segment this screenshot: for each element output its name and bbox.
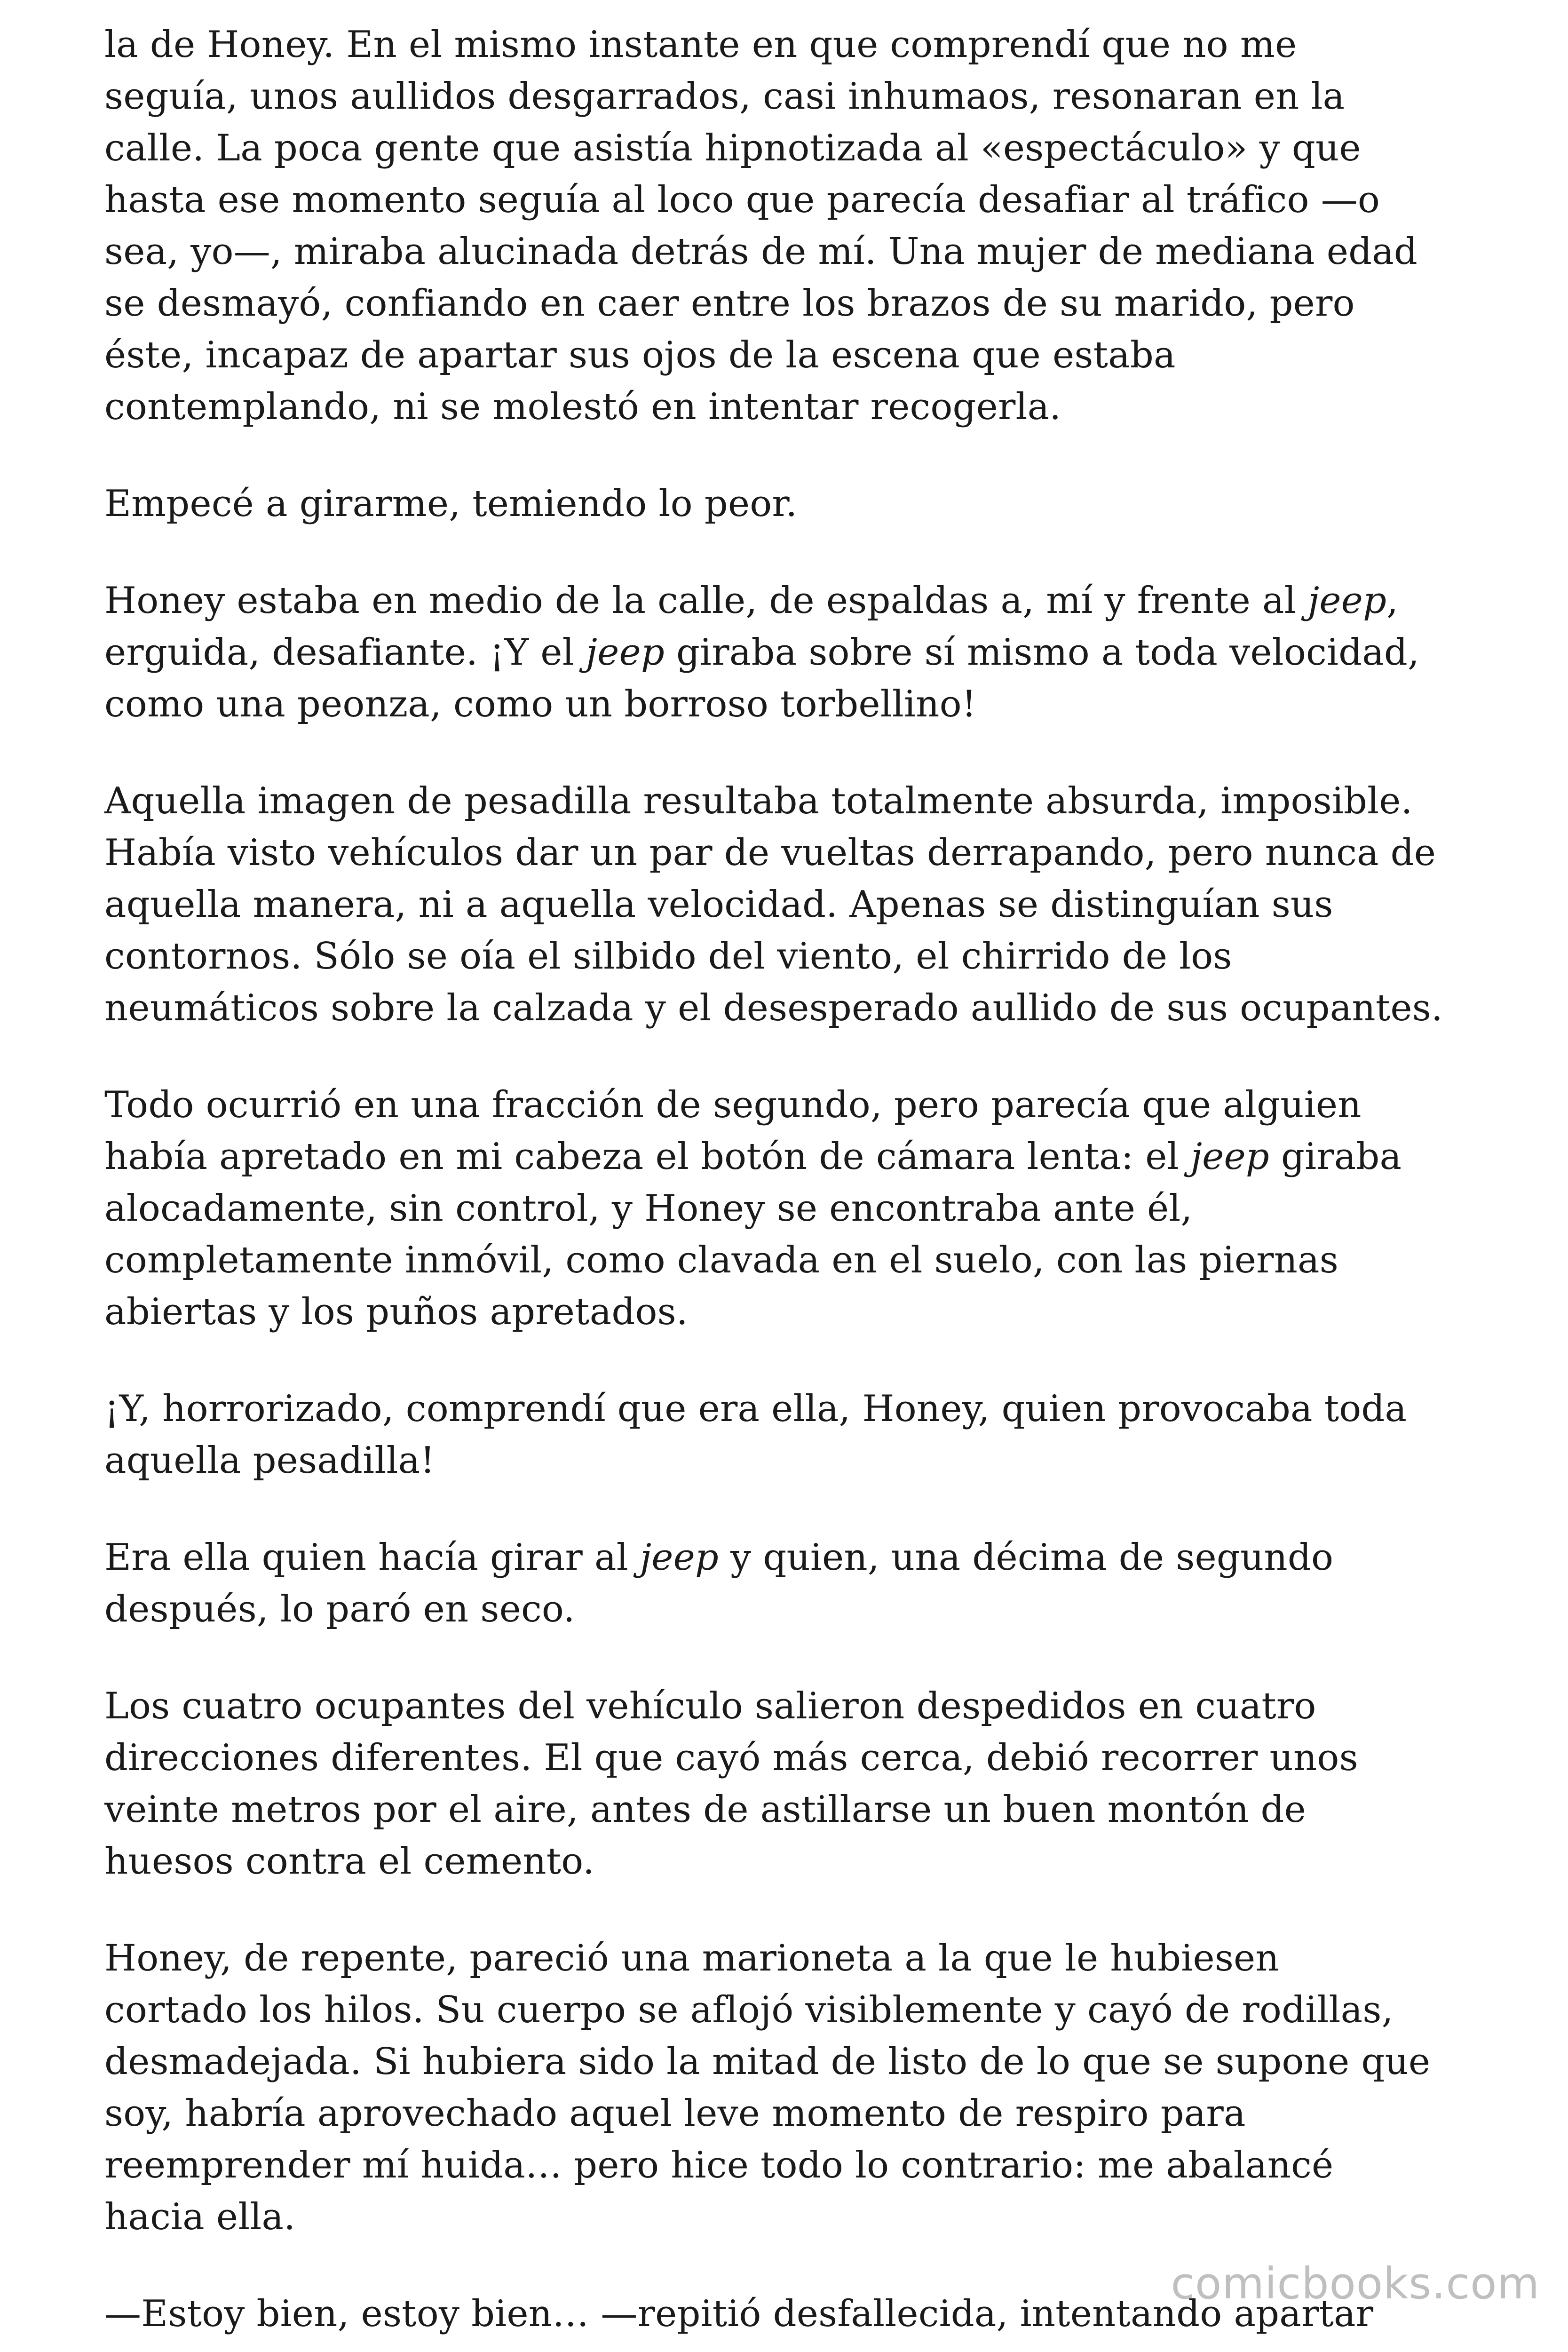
text-run: Todo ocurrió en una fracción de segundo, pero parecía que alguien [104,1084,1362,1126]
italic-word: jeep [586,631,665,674]
paragraph [104,1383,1478,1486]
text-line [104,329,1478,381]
text-run: desmadejada. Si hubiera sido la mitad de listo de lo que se supone que [104,2041,1431,2083]
paragraph [104,19,1478,433]
text-line [104,1183,1478,1234]
text-run: contemplando, ni se molestó en intentar recogerla. [104,386,1061,428]
text-run: sea, yo—, miraba alucinada detrás de mí. Una mujer de mediana edad [104,230,1418,273]
text-run: , [1386,580,1399,622]
text-run: giraba sobre sí mismo a toda velocidad, [665,631,1420,674]
text-run: Honey, de repente, pareció una marioneta a la que le hubiesen [104,1937,1279,1979]
text-line [104,1932,1478,1984]
text-line [104,2191,1478,2243]
text-line [104,478,1478,530]
text-run: alocadamente, sin control, y Honey se encontraba ante él, [104,1187,1193,1230]
text-run: calle. La poca gente que asistía hipnotizada al «espectáculo» y que [104,127,1361,169]
text-line [104,226,1478,278]
text-run: huesos contra el cemento. [104,1840,595,1883]
text-run: Había visto vehículos dar un par de vueltas derrapando, pero nunca de [104,832,1436,874]
text-line [104,1383,1478,1435]
text-line [104,174,1478,226]
text-line [104,775,1478,827]
watermark: comicbooks.com [1171,2258,1540,2309]
italic-word: jeep [640,1536,719,1579]
italic-word: jeep [1190,1136,1269,1178]
paragraph [104,1079,1478,1338]
text-line [104,930,1478,982]
text-line [104,1286,1478,1338]
text-run: Era ella quien hacía girar al [104,1536,640,1579]
text-run: Honey estaba en medio de la calle, de espaldas a, mí y frente al [104,580,1308,622]
paragraph [104,1532,1478,1635]
text-run: contornos. Sólo se oía el silbido del viento, el chirrido de los [104,935,1232,977]
text-run: cortado los hilos. Su cuerpo se aflojó visiblemente y cayó de rodillas, [104,1989,1394,2031]
text-run: giraba [1269,1136,1402,1178]
text-run: —Estoy bien, estoy bien… —repitió desfallecida, intentando apartar [104,2293,1374,2335]
text-line [104,122,1478,174]
text-run: hacia ella. [104,2196,296,2238]
paragraph [104,1932,1478,2243]
text-run: reemprender mí huida… pero hice todo lo contrario: me abalancé [104,2144,1334,2186]
text-line [104,827,1478,879]
text-run: seguía, unos aullidos desgarrados, casi inhumaos, resonaran en la [104,75,1345,118]
text-run: después, lo paró en seco. [104,1588,575,1630]
text-line [104,1732,1478,1784]
text-run: había apretado en mi cabeza el botón de cámara lenta: el [104,1136,1191,1178]
text-line [104,1836,1478,1887]
text-line [104,1234,1478,1286]
text-line [104,1435,1478,1486]
text-line [104,1079,1478,1131]
text-run: completamente inmóvil, como clavada en el suelo, con las piernas [104,1239,1338,1281]
paragraph [104,1680,1478,1887]
text-run: erguida, desafiante. ¡Y el [104,631,586,674]
text-line [104,19,1478,71]
text-line [104,2036,1478,2088]
text-line [104,982,1478,1034]
text-run: y quien, una décima de segundo [719,1536,1334,1579]
text-run: abiertas y los puños apretados. [104,1291,688,1333]
text-run: direcciones diferentes. El que cayó más cerca, debió recorrer unos [104,1737,1358,1779]
book-page-text [104,19,1478,2352]
text-run: veinte metros por el aire, antes de astillarse un buen montón de [104,1788,1307,1831]
text-line [104,575,1478,627]
text-line [104,1984,1478,2036]
text-line [104,2139,1478,2191]
text-line [104,879,1478,930]
text-line [104,1680,1478,1732]
text-run: neumáticos sobre la calzada y el desesperado aullido de sus ocupantes. [104,987,1443,1029]
paragraph [104,775,1478,1034]
text-line [104,1583,1478,1635]
text-run: éste, incapaz de apartar sus ojos de la escena que estaba [104,334,1176,376]
text-run: Empecé a girarme, temiendo lo peor. [104,483,798,525]
text-run: soy, habría aprovechado aquel leve momento de respiro para [104,2092,1246,2135]
paragraph [104,478,1478,530]
text-run: la de Honey. En el mismo instante en que comprendí que no me [104,24,1297,66]
text-line [104,1532,1478,1583]
text-run: como una peonza, como un borroso torbellino! [104,683,977,725]
text-line [104,1784,1478,1836]
text-run: hasta ese momento seguía al loco que parecía desafiar al tráfico —o [104,179,1380,221]
text-run: se desmayó, confiando en caer entre los brazos de su marido, pero [104,282,1355,325]
text-line [104,627,1478,678]
text-line [104,678,1478,730]
text-line [104,71,1478,122]
text-line [104,1131,1478,1183]
text-run: aquella pesadilla! [104,1439,435,1482]
italic-word: jeep [1307,580,1387,622]
text-run: Aquella imagen de pesadilla resultaba totalmente absurda, imposible. [104,780,1413,822]
text-run: Los cuatro ocupantes del vehículo salieron despedidos en cuatro [104,1685,1316,1727]
text-line [104,278,1478,329]
paragraph [104,575,1478,730]
text-run: ¡Y, horrorizado, comprendí que era ella, Honey, quien provocaba toda [104,1388,1407,1430]
text-line [104,2088,1478,2139]
text-run: aquella manera, ni a aquella velocidad. Apenas se distinguían sus [104,883,1333,926]
text-line [104,381,1478,433]
